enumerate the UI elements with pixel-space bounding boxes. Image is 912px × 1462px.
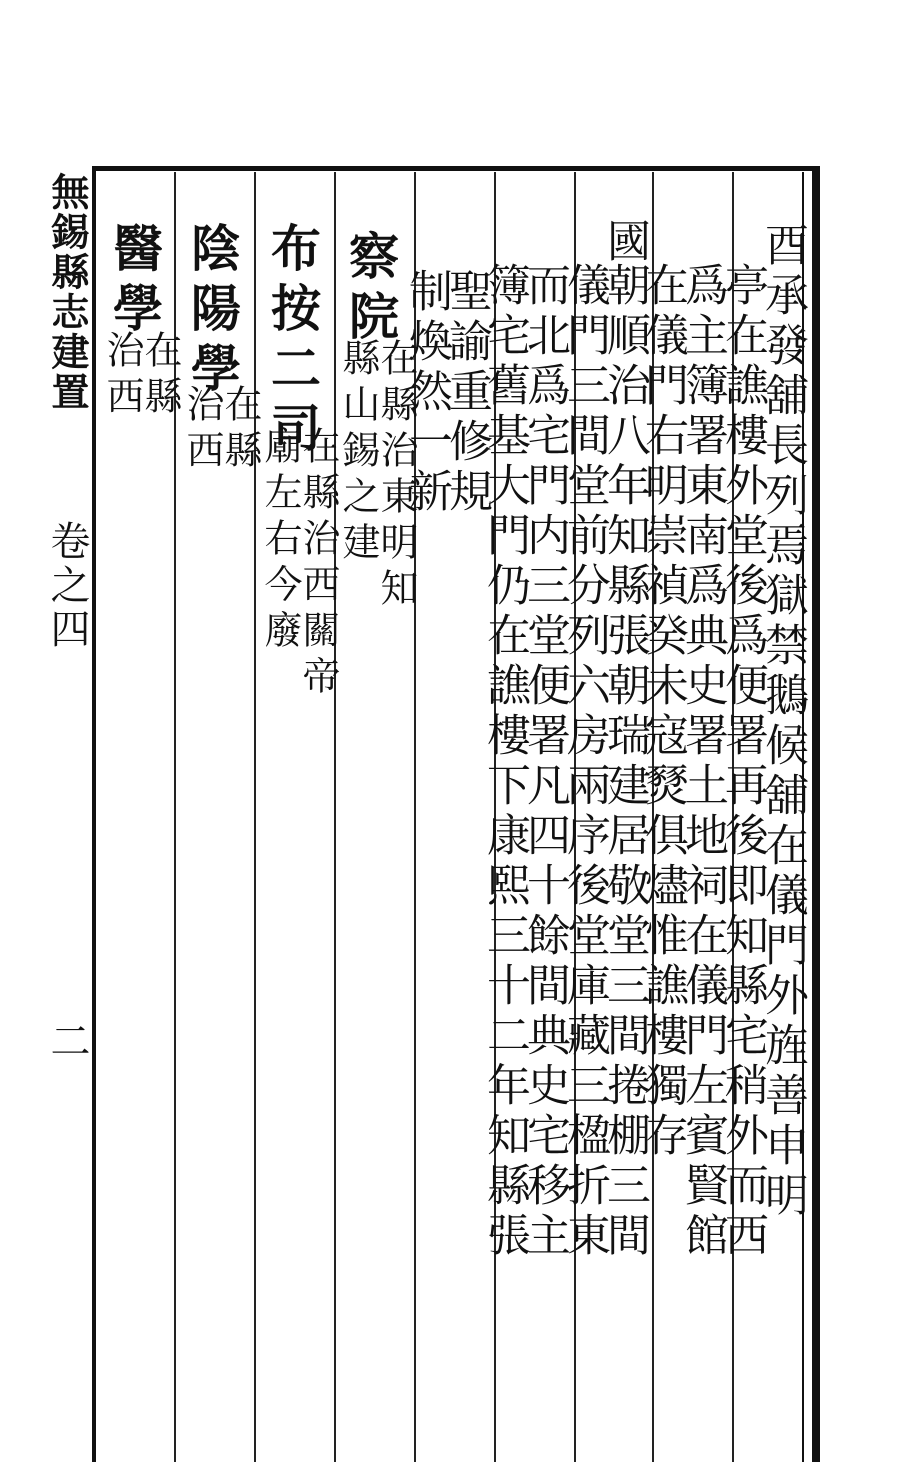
entry-heading-buan-ersi: 布按二司 bbox=[263, 222, 322, 462]
entry-note: 在縣 bbox=[218, 384, 262, 476]
text-column: 朝順治八年知縣張朝瑞建居敬堂三間捲棚三間 bbox=[599, 262, 650, 1262]
margin-book-title bbox=[44, 172, 90, 412]
text-column: 亭在譙樓外堂後爲便署再後即知縣宅稍外而西 bbox=[717, 262, 768, 1262]
text-column: 制煥然一新 bbox=[401, 268, 452, 518]
frame-top-border bbox=[92, 166, 820, 171]
frame-left-border bbox=[92, 166, 96, 1462]
text-column: 簿宅舊基大門仍在譙樓下康熙三十二年知縣張 bbox=[479, 262, 530, 1262]
margin-title-text: 無錫縣志 bbox=[45, 172, 90, 332]
text-column: 爲主簿署東南爲典史署土地祠在儀門左賓賢館 bbox=[677, 262, 728, 1262]
margin-page-number: 二 bbox=[44, 1020, 90, 1060]
entry-note: 治西 bbox=[100, 330, 144, 422]
entry-note: 縣山錫之建 bbox=[336, 338, 380, 568]
margin-section-text: 建置 bbox=[45, 332, 90, 412]
entry-note: 在縣 bbox=[138, 330, 182, 422]
column-rule bbox=[254, 172, 256, 1462]
frame-right-border bbox=[812, 166, 820, 1462]
text-column: 聖諭重修規 bbox=[441, 268, 492, 518]
margin-volume-label: 卷之四 bbox=[44, 520, 90, 652]
text-column: 在儀門右明崇禎癸未寇燹俱燼惟譙樓獨存 bbox=[637, 262, 688, 1162]
entry-heading-yinyangxue: 陰陽學 bbox=[183, 222, 242, 402]
text-column: 儀門三間堂前分列六房兩序後堂庫藏三楹折東 bbox=[559, 262, 610, 1262]
text-column-honorific: 國 bbox=[599, 218, 650, 268]
entry-note: 在縣治東明知 bbox=[374, 338, 418, 614]
entry-note: 治西 bbox=[180, 384, 224, 476]
entry-note: 在縣治西關帝 bbox=[296, 426, 340, 702]
entry-heading-chayuan: 察院 bbox=[341, 230, 400, 350]
entry-note: 廟左右今廢 bbox=[258, 426, 302, 656]
entry-heading-yixue: 醫學 bbox=[105, 222, 164, 342]
text-column: 而北爲宅門内三堂便署凡四十餘間典史宅移主 bbox=[519, 262, 570, 1262]
text-column: 酉承發舖長列焉獄禁鵝候舖在儀門外旌善申明 bbox=[757, 222, 808, 1222]
